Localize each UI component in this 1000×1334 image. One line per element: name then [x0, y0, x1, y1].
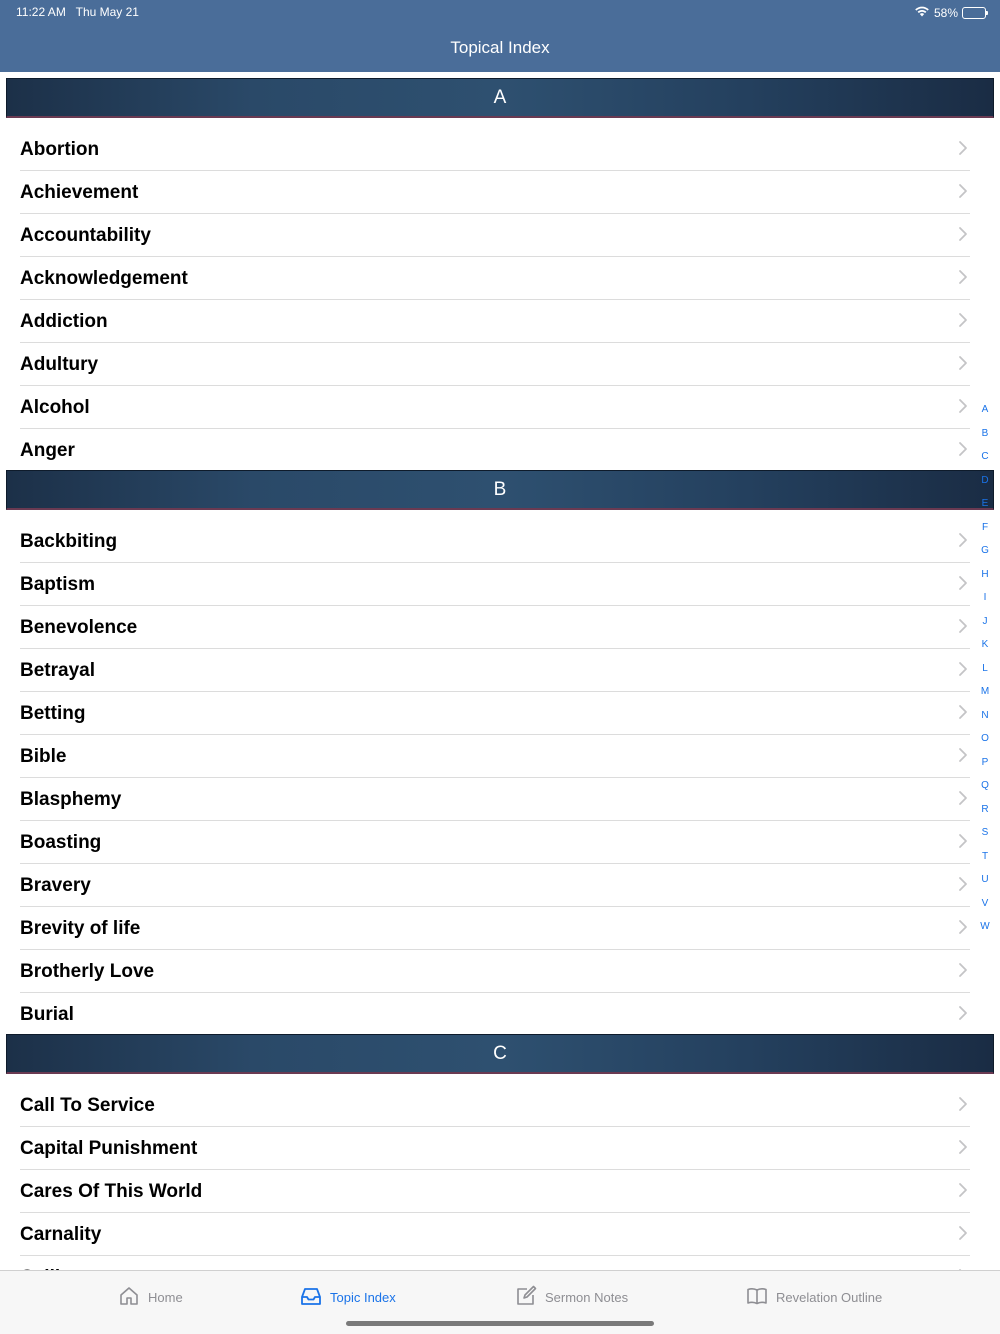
topic-label: Achievement [20, 182, 139, 203]
chevron-right-icon [958, 1182, 968, 1198]
tab-topic-index[interactable] [300, 1285, 396, 1310]
index-letter-e[interactable]: E [981, 498, 989, 509]
topic-row[interactable] [20, 821, 970, 864]
topic-label: Capital Punishment [20, 1138, 198, 1159]
index-letter-m[interactable]: M [980, 686, 990, 697]
index-letter-c[interactable]: C [981, 451, 989, 462]
index-letter-k[interactable]: K [981, 639, 989, 650]
chevron-right-icon [958, 1139, 968, 1155]
topic-row[interactable] [20, 1213, 970, 1256]
wifi-icon [914, 5, 930, 20]
index-letter-s[interactable]: S [981, 827, 989, 838]
chevron-right-icon [958, 747, 968, 763]
topic-list[interactable] [0, 72, 1000, 1270]
chevron-right-icon [958, 398, 968, 414]
chevron-right-icon [958, 1096, 968, 1112]
section-header-a: A [6, 78, 994, 118]
topic-row[interactable] [20, 950, 970, 993]
status-time-date [16, 5, 139, 19]
topic-label: Call To Service [20, 1095, 155, 1116]
topic-row[interactable] [20, 649, 970, 692]
chevron-right-icon [958, 532, 968, 548]
topic-label: Backbiting [20, 531, 118, 552]
index-letter-n[interactable]: N [981, 709, 989, 721]
status-indicators [914, 5, 986, 20]
topic-row[interactable] [20, 563, 970, 606]
tab-home[interactable] [118, 1285, 183, 1310]
topic-label: Adultury [20, 354, 99, 375]
topic-row[interactable] [20, 778, 970, 821]
topic-label: Alcohol [20, 397, 90, 418]
topic-label: Blasphemy [20, 789, 122, 810]
chevron-right-icon [958, 790, 968, 806]
topic-label: Addiction [20, 311, 108, 332]
topic-label: Bible [20, 746, 67, 767]
chevron-right-icon [958, 355, 968, 371]
inbox-icon [300, 1285, 322, 1310]
topic-row[interactable] [20, 692, 970, 735]
topic-label: Burial [20, 1004, 74, 1025]
status-time: 11:22 AM [16, 5, 66, 19]
index-letter-o[interactable]: O [981, 733, 989, 744]
tab-home-label: Home [148, 1290, 183, 1305]
index-letter-j[interactable]: J [982, 615, 988, 627]
topic-label: Baptism [20, 574, 95, 595]
chevron-right-icon [958, 140, 968, 156]
topic-label: Bravery [20, 875, 91, 896]
chevron-right-icon [958, 919, 968, 935]
tab-sermon-notes[interactable] [515, 1285, 628, 1310]
topic-label: Accountability [20, 225, 151, 246]
tab-revelation-outline-label: Revelation Outline [776, 1290, 883, 1305]
tab-sermon-notes-label: Sermon Notes [545, 1290, 629, 1305]
topic-row[interactable] [20, 429, 970, 472]
topic-row[interactable] [20, 1084, 970, 1127]
home-indicator [346, 1321, 654, 1326]
topic-label: Acknowledgement [20, 268, 188, 289]
chevron-right-icon [958, 269, 968, 285]
index-letter-r[interactable]: R [981, 803, 989, 815]
chevron-right-icon [958, 962, 968, 978]
topic-label: Betrayal [20, 660, 95, 681]
topic-row[interactable] [20, 735, 970, 778]
index-letter-v[interactable]: V [981, 897, 989, 909]
battery-percent: 58% [933, 5, 958, 20]
topic-row[interactable] [20, 1170, 970, 1213]
chevron-right-icon [958, 575, 968, 591]
index-letter-p[interactable]: P [981, 756, 989, 768]
index-letter-g[interactable]: G [981, 545, 989, 556]
index-letter-l[interactable]: L [982, 662, 988, 674]
topic-row[interactable] [20, 171, 970, 214]
index-letter-b[interactable]: B [981, 427, 989, 439]
index-letter-q[interactable]: Q [981, 780, 989, 791]
tab-topic-index-label: Topic Index [330, 1290, 396, 1305]
topic-row[interactable] [20, 128, 970, 171]
chevron-right-icon [958, 704, 968, 720]
topic-row[interactable] [20, 386, 970, 429]
topic-label: Abortion [20, 139, 100, 160]
topic-label: Betting [20, 703, 86, 724]
topic-row[interactable] [20, 257, 970, 300]
index-letter-f[interactable]: F [981, 521, 989, 533]
topic-row[interactable] [20, 993, 970, 1036]
battery-icon [962, 7, 986, 19]
index-letter-i[interactable]: I [983, 592, 987, 603]
section-header-c: C [6, 1034, 994, 1074]
chevron-right-icon [958, 312, 968, 328]
topic-row[interactable] [20, 520, 970, 563]
page-title: Topical Index [450, 38, 550, 57]
home-icon [118, 1285, 140, 1310]
chevron-right-icon [958, 876, 968, 892]
chevron-right-icon [958, 833, 968, 849]
topic-label: Cares Of This World [20, 1181, 203, 1202]
topic-row[interactable] [20, 907, 970, 950]
chevron-right-icon [958, 183, 968, 199]
status-date: Thu May 21 [75, 5, 139, 19]
section-header-b: B [6, 470, 994, 510]
chevron-right-icon [958, 226, 968, 242]
topic-label: Carnality [20, 1224, 102, 1245]
topic-label: Benevolence [20, 617, 138, 638]
top-bar [0, 0, 1000, 72]
chevron-right-icon [958, 1005, 968, 1021]
chevron-right-icon [958, 661, 968, 677]
chevron-right-icon [958, 618, 968, 634]
book-icon [746, 1285, 768, 1310]
topic-label: Boasting [20, 832, 102, 853]
index-letter-u[interactable]: U [981, 874, 989, 885]
index-letter-h[interactable]: H [981, 568, 989, 580]
index-letter-a[interactable]: A [981, 404, 989, 415]
topic-row[interactable] [20, 343, 970, 386]
tab-revelation-outline[interactable] [746, 1285, 882, 1310]
topic-row[interactable] [20, 606, 970, 649]
topic-row[interactable] [20, 1127, 970, 1170]
topic-label: Brotherly Love [20, 961, 155, 982]
topic-row[interactable] [20, 214, 970, 257]
chevron-right-icon [958, 1225, 968, 1241]
topic-label: Brevity of life [20, 918, 141, 939]
topic-label: Anger [20, 440, 75, 461]
index-letter-w[interactable]: W [980, 921, 990, 932]
chevron-right-icon [958, 441, 968, 457]
topic-row[interactable] [20, 864, 970, 907]
compose-icon [515, 1285, 537, 1310]
index-letter-d[interactable]: D [981, 474, 989, 486]
index-letter-t[interactable]: T [981, 850, 989, 862]
topic-row[interactable] [20, 300, 970, 343]
